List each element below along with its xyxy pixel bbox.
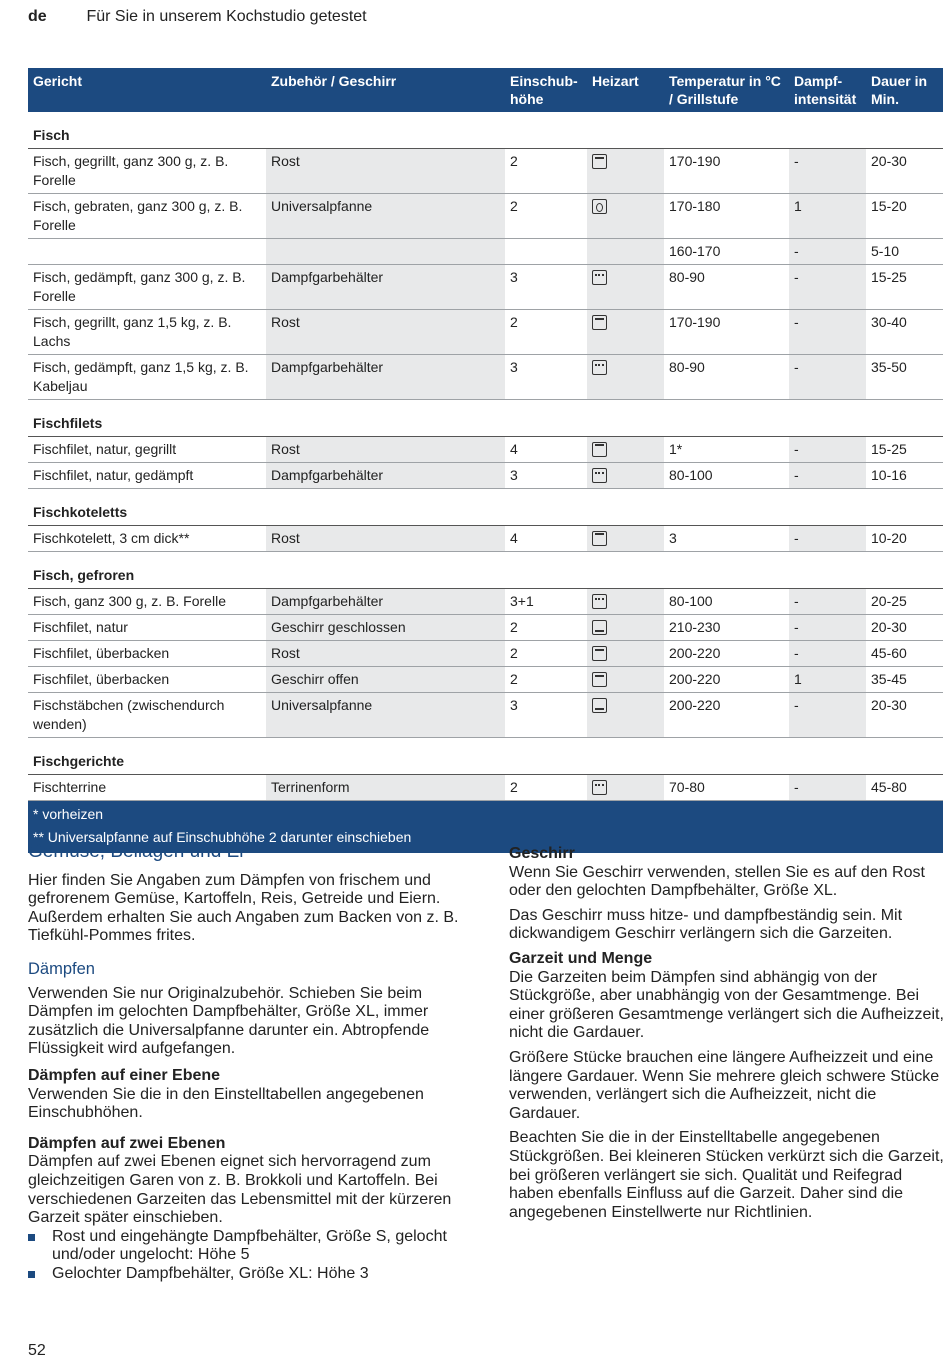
cooking-table xyxy=(28,68,943,853)
table-cell: 20-30 xyxy=(866,149,943,194)
table-cell: Dampfgarbehälter xyxy=(266,265,505,310)
table-cell: 80-100 xyxy=(664,589,789,615)
table-cell: 80-90 xyxy=(664,355,789,400)
table-cell: 3 xyxy=(664,526,789,552)
section-heading: Gemüse, Beilagen und Ei xyxy=(28,841,244,862)
table-cell: 3 xyxy=(505,265,587,310)
table-cell: 3 xyxy=(505,463,587,489)
column-header: Einschub-höhe xyxy=(505,68,587,112)
page-header xyxy=(28,8,367,26)
paragraph: Dämpfen auf zwei Ebenen eignet sich hervorragend zum gleichzeitigen Garen von z. B. Brokkoli und Kartoffeln. Bei verschiedenen Garzeiten das Lebensmittel mit der kürzeren Garzeit später einschieben. xyxy=(28,1153,452,1227)
heating-mode-cell xyxy=(587,641,664,667)
paragraph: Verwenden Sie die in den Einstelltabellen angegebenen Einschubhöhen. xyxy=(28,1085,424,1122)
heating-mode-top-icon xyxy=(592,442,607,457)
table-row xyxy=(28,693,943,738)
table-cell: Fischfilet, überbacken xyxy=(28,667,266,693)
table-cell: - xyxy=(789,526,866,552)
heating-mode-fan-icon xyxy=(592,199,607,214)
table-cell: 1 xyxy=(789,667,866,693)
section-title: Fischfilets xyxy=(28,400,943,437)
heating-mode-steam-icon xyxy=(592,360,607,375)
table-cell: 1 xyxy=(789,194,866,239)
column-header: Gericht xyxy=(28,68,266,112)
table-cell: 20-30 xyxy=(866,693,943,738)
language-code: de xyxy=(28,8,47,25)
table-cell: 5-10 xyxy=(866,239,943,265)
table-cell: 2 xyxy=(505,775,587,801)
heating-mode-cell xyxy=(587,589,664,615)
table-cell: Fischfilet, natur, gedämpft xyxy=(28,463,266,489)
table-cell: Geschirr offen xyxy=(266,667,505,693)
table-cell: Universalpfanne xyxy=(266,693,505,738)
table-cell: - xyxy=(789,149,866,194)
table-row xyxy=(28,310,943,355)
table-cell: 80-90 xyxy=(664,265,789,310)
table-cell: Dampfgarbehälter xyxy=(266,589,505,615)
column-header: Dampf-intensität xyxy=(789,68,866,112)
table-cell: 170-190 xyxy=(664,310,789,355)
subheading: Geschirr xyxy=(509,845,575,862)
table-row xyxy=(28,463,943,489)
heating-mode-top-icon xyxy=(592,531,607,546)
section-row xyxy=(28,400,943,437)
column-header: Dauer in Min. xyxy=(866,68,943,112)
page-number: 52 xyxy=(28,1342,46,1359)
table-cell: Rost xyxy=(266,149,505,194)
footnote-row xyxy=(28,801,943,827)
table-cell: 3 xyxy=(505,693,587,738)
heating-mode-cell xyxy=(587,265,664,310)
section-title: Fisch, gefroren xyxy=(28,552,943,589)
section-title: Fischkoteletts xyxy=(28,489,943,526)
table-cell: 15-25 xyxy=(866,265,943,310)
table-cell: - xyxy=(789,693,866,738)
table-cell: 160-170 xyxy=(664,239,789,265)
table-cell: Fischfilet, überbacken xyxy=(28,641,266,667)
table-row xyxy=(28,615,943,641)
table-cell: Fischterrine xyxy=(28,775,266,801)
table-cell: 2 xyxy=(505,194,587,239)
table-row xyxy=(28,239,943,265)
paragraph: Die Garzeiten beim Dämpfen sind abhängig von der Stückgröße, aber unabhängig von der Gesamtmenge. Bei einer größeren Gesamtmenge verlängert sich die Aufheizzeit, nicht die Gardauer. xyxy=(509,968,944,1042)
heating-mode-cell xyxy=(587,239,664,265)
table-cell: 70-80 xyxy=(664,775,789,801)
table-cell: 200-220 xyxy=(664,641,789,667)
table-cell: 10-16 xyxy=(866,463,943,489)
table-cell: - xyxy=(789,355,866,400)
table-cell: 1* xyxy=(664,437,789,463)
right-column xyxy=(509,845,945,1228)
table-row xyxy=(28,437,943,463)
table-cell: 4 xyxy=(505,526,587,552)
table-cell: 30-40 xyxy=(866,310,943,355)
table-cell: 20-30 xyxy=(866,615,943,641)
table-row xyxy=(28,265,943,310)
heating-mode-cell xyxy=(587,310,664,355)
heating-mode-cell xyxy=(587,463,664,489)
table-cell: - xyxy=(789,463,866,489)
table-cell: 2 xyxy=(505,615,587,641)
heating-mode-steam-icon xyxy=(592,780,607,795)
table-row xyxy=(28,589,943,615)
table-cell: - xyxy=(789,589,866,615)
subheading: Garzeit und Menge xyxy=(509,949,653,967)
table-row xyxy=(28,641,943,667)
heating-mode-cell xyxy=(587,149,664,194)
section-row xyxy=(28,552,943,589)
table-cell: 2 xyxy=(505,310,587,355)
table-cell: 200-220 xyxy=(664,667,789,693)
table-cell: Geschirr geschlossen xyxy=(266,615,505,641)
table-cell: 3+1 xyxy=(505,589,587,615)
paragraph: Verwenden Sie nur Originalzubehör. Schieben Sie beim Dämpfen im gelochten Dampfbehälter, Größe XL, immer zusätzlich die Universalpfanne darunter ein. Abtropfende Flüssigkeit wird aufgefangen. xyxy=(28,984,430,1058)
table-cell: Terrinenform xyxy=(266,775,505,801)
table-cell: Fischfilet, natur, gegrillt xyxy=(28,437,266,463)
list-item: Gelochter Dampfbehälter, Größe XL: Höhe 3 xyxy=(28,1265,468,1284)
table-cell: - xyxy=(789,437,866,463)
table-cell: 210-230 xyxy=(664,615,789,641)
table-cell: Fischfilet, natur xyxy=(28,615,266,641)
footnote: * vorheizen xyxy=(28,801,943,827)
heating-mode-cell xyxy=(587,526,664,552)
section-row xyxy=(28,112,943,149)
table-cell: 15-25 xyxy=(866,437,943,463)
heating-mode-cell xyxy=(587,355,664,400)
table-cell: Fisch, gebraten, ganz 300 g, z. B. Forelle xyxy=(28,194,266,239)
heating-mode-steam-icon xyxy=(592,594,607,609)
table-body xyxy=(28,112,943,853)
paragraph: Das Geschirr muss hitze- und dampfbeständig sein. Mit dickwandigem Geschirr verlängern sich die Garzeiten. xyxy=(509,906,903,943)
table-cell: 20-25 xyxy=(866,589,943,615)
column-header: Heizart xyxy=(587,68,664,112)
table-cell: 35-45 xyxy=(866,667,943,693)
table-cell: 10-20 xyxy=(866,526,943,552)
bullet-list xyxy=(28,1228,468,1284)
heating-mode-cell xyxy=(587,615,664,641)
table-cell: 80-100 xyxy=(664,463,789,489)
table-cell: 170-190 xyxy=(664,149,789,194)
table-cell: 3 xyxy=(505,355,587,400)
table-cell: Fischstäbchen (zwischendurch wenden) xyxy=(28,693,266,738)
table-cell: Rost xyxy=(266,526,505,552)
heating-mode-cell xyxy=(587,667,664,693)
table-cell: Rost xyxy=(266,310,505,355)
column-header: Zubehör / Geschirr xyxy=(266,68,505,112)
table-cell: - xyxy=(789,615,866,641)
table-cell: Fisch, gedämpft, ganz 1,5 kg, z. B. Kabeljau xyxy=(28,355,266,400)
section-title: Fisch xyxy=(28,112,943,149)
column-header: Temperatur in °C / Grillstufe xyxy=(664,68,789,112)
heating-mode-cell xyxy=(587,437,664,463)
heating-mode-grill-icon xyxy=(592,672,607,687)
table-cell: - xyxy=(789,641,866,667)
table-cell: - xyxy=(789,265,866,310)
section-title: Fischgerichte xyxy=(28,738,943,775)
heating-mode-grill-icon xyxy=(592,315,607,330)
section-row xyxy=(28,738,943,775)
left-column xyxy=(28,843,468,1283)
table-cell: Fischkotelett, 3 cm dick** xyxy=(28,526,266,552)
table-cell: 45-80 xyxy=(866,775,943,801)
table-row xyxy=(28,667,943,693)
heating-mode-conv-icon xyxy=(592,620,607,635)
table-row xyxy=(28,194,943,239)
paragraph: Größere Stücke brauchen eine längere Aufheizzeit und eine längere Gardauer. Wenn Sie mehrere gleich schwere Stücke verwenden, verlängert sich die Aufheizzeit, nicht die Gardauer. xyxy=(509,1048,940,1122)
table-cell: - xyxy=(789,239,866,265)
table-cell: Fisch, ganz 300 g, z. B. Forelle xyxy=(28,589,266,615)
heating-mode-steam-icon xyxy=(592,270,607,285)
table-cell: 35-50 xyxy=(866,355,943,400)
heating-mode-grill-icon xyxy=(592,154,607,169)
heating-mode-cell xyxy=(587,693,664,738)
table-cell: 2 xyxy=(505,641,587,667)
paragraph: Beachten Sie die in der Einstelltabelle angegebenen Stückgrößen. Bei kleineren Stücken verkürzt sich die Garzeit, bei größeren verlängert sie sich. Qualität und Reifegrad haben ebenfalls Einfluss auf die Garzeit. Daher sind die angegebenen Einstellwerte nur Richtlinien. xyxy=(509,1129,944,1221)
table-cell: 170-180 xyxy=(664,194,789,239)
heating-mode-steam-icon xyxy=(592,468,607,483)
table-cell: Fisch, gedämpft, ganz 300 g, z. B. Forelle xyxy=(28,265,266,310)
table-cell xyxy=(266,239,505,265)
table-cell: Fisch, gegrillt, ganz 300 g, z. B. Forelle xyxy=(28,149,266,194)
paragraph: Wenn Sie Geschirr verwenden, stellen Sie es auf den Rost oder den gelochten Dampfbehälter, Größe XL. xyxy=(509,863,925,900)
table-row xyxy=(28,149,943,194)
table-header-row xyxy=(28,68,943,112)
table-row xyxy=(28,526,943,552)
subsection-heading: Dämpfen xyxy=(28,959,95,978)
subheading: Dämpfen auf einer Ebene xyxy=(28,1066,221,1084)
heating-mode-cell xyxy=(587,194,664,239)
table-cell xyxy=(28,239,266,265)
section-row xyxy=(28,489,943,526)
table-cell: Rost xyxy=(266,437,505,463)
intro-paragraph: Hier finden Sie Angaben zum Dämpfen von frischem und gefrorenem Gemüse, Kartoffeln, Reis, Getreide und Eiern. Außerdem erhalten Sie auch Angaben zum Backen von z. B. Tiefkühl-Pommes frites. xyxy=(28,871,459,945)
table-cell: 4 xyxy=(505,437,587,463)
list-item: Rost und eingehängte Dampfbehälter, Größe S, gelocht und/oder ungelocht: Höhe 5 xyxy=(28,1228,468,1265)
subheading: Dämpfen auf zwei Ebenen xyxy=(28,1134,226,1152)
table-cell: Rost xyxy=(266,641,505,667)
footnote: ** Universalpfanne auf Einschubhöhe 2 darunter einschieben xyxy=(28,826,943,853)
table-cell: - xyxy=(789,310,866,355)
heating-mode-grill-icon xyxy=(592,646,607,661)
table-cell: 200-220 xyxy=(664,693,789,738)
table-cell: Universalpfanne xyxy=(266,194,505,239)
header-title: Für Sie in unserem Kochstudio getestet xyxy=(86,8,367,25)
table-cell: Dampfgarbehälter xyxy=(266,355,505,400)
table-cell: Dampfgarbehälter xyxy=(266,463,505,489)
heating-mode-cell xyxy=(587,775,664,801)
table-cell: Fisch, gegrillt, ganz 1,5 kg, z. B. Lachs xyxy=(28,310,266,355)
table-cell: 2 xyxy=(505,149,587,194)
table-cell: 15-20 xyxy=(866,194,943,239)
heating-mode-conv-icon xyxy=(592,698,607,713)
table-row xyxy=(28,355,943,400)
table-row xyxy=(28,775,943,801)
table-cell xyxy=(505,239,587,265)
table-cell: - xyxy=(789,775,866,801)
table-cell: 45-60 xyxy=(866,641,943,667)
table-cell: 2 xyxy=(505,667,587,693)
